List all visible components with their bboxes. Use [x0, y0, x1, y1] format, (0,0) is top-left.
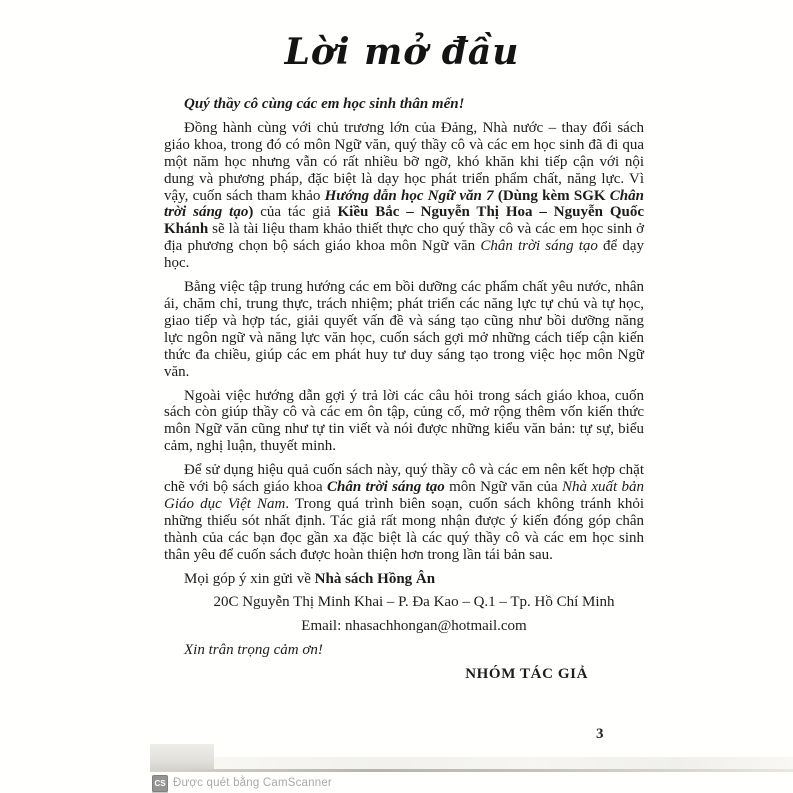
contact-intro-line: Mọi góp ý xin gửi về Nhà sách Hồng Ân [184, 570, 436, 587]
closing-line: Xin trân trọng cảm ơn! [184, 642, 323, 659]
page-number: 3 [596, 726, 604, 742]
camscanner-watermark-text: Được quét bằng CamScanner [173, 777, 332, 789]
paragraph-2: Bằng việc tập trung hướng các em bồi dưỡng các phẩm chất yêu nước, nhân ái, chăm chỉ, trung thực, trách nhiệm; phát triển các năng lực tự chủ và tự học, giao tiếp và hợp tác, giải quyết vấn đề và sáng tạo cũng như bồi dưỡng năng lực ngôn ngữ và năng lực văn học, cuốn sách gợi mở những cách tiếp cận kiến thức đa chiều, giúp các em phát huy tư duy sáng tạo trong việc học môn Ngữ văn. [164, 279, 644, 380]
scan-edge-smudge [150, 744, 214, 771]
scan-page-edge-line [150, 769, 793, 772]
paragraph-1: Đồng hành cùng với chủ trương lớn của Đảng, Nhà nước – thay đổi sách giáo khoa, trong đó có môn Ngữ văn, quý thầy cô và các em học sinh đã đi qua một năm học nhưng vẫn có rất nhiều bỡ ngỡ, khó khăn khi tiếp cận với nội dung và phương pháp, đặc biệt là dạy học phát triển phẩm chất, năng lực. Vì vậy, cuốn sách tham khảo Hướng dẫn học Ngữ văn 7 (Dùng kèm SGK Chân trời sáng tạo) của tác giả Kiều Bắc – Nguyễn Thị Hoa – Nguyễn Quốc Khánh sẽ là tài liệu tham khảo thiết thực cho quý thầy cô và các em học sinh ở địa phương chọn bộ sách giáo khoa môn Ngữ văn Chân trời sáng tạo để dạy học. [164, 119, 644, 272]
email-line: Email: nhasachhongan@hotmail.com [301, 618, 527, 635]
paragraph-4: Để sử dụng hiệu quả cuốn sách này, quý thầy cô và các em nên kết hợp chặt chẽ với bộ sách giáo khoa Chân trời sáng tạo môn Ngữ văn của Nhà xuất bản Giáo dục Việt Nam. Trong quá trình biên soạn, cuốn sách không tránh khỏi những thiếu sót nhất định. Tác giả rất mong nhận được ý kiến đóng góp chân thành của các bạn đọc gần xa đặc biệt là các quý thầy cô và các em học sinh thân yêu để cuốn sách được hoàn thiện hơn trong lần tái bản sau. [164, 462, 644, 563]
paragraph-3: Ngoài việc hướng dẫn gợi ý trả lời các câu hỏi trong sách giáo khoa, cuốn sách còn giúp thầy cô và các em ôn tập, củng cố, mở rộng thêm vốn kiến thức môn Ngữ văn cũng như tự tin viết và nói được những kiểu văn bản: tự sự, biểu cảm, nghị luận, thuyết minh. [164, 387, 644, 455]
page-title: Lời mở đầu [284, 31, 520, 73]
address-line: 20C Nguyễn Thị Minh Khai – P. Đa Kao – Q.1 – Tp. Hồ Chí Minh [213, 594, 615, 611]
greeting-line: Quý thầy cô cùng các em học sinh thân mến! [184, 96, 465, 112]
camscanner-logo-icon: CS [152, 775, 168, 792]
page-body [164, 96, 644, 690]
author-signature: NHÓM TÁC GIẢ [465, 666, 588, 683]
camscanner-watermark [152, 773, 332, 793]
